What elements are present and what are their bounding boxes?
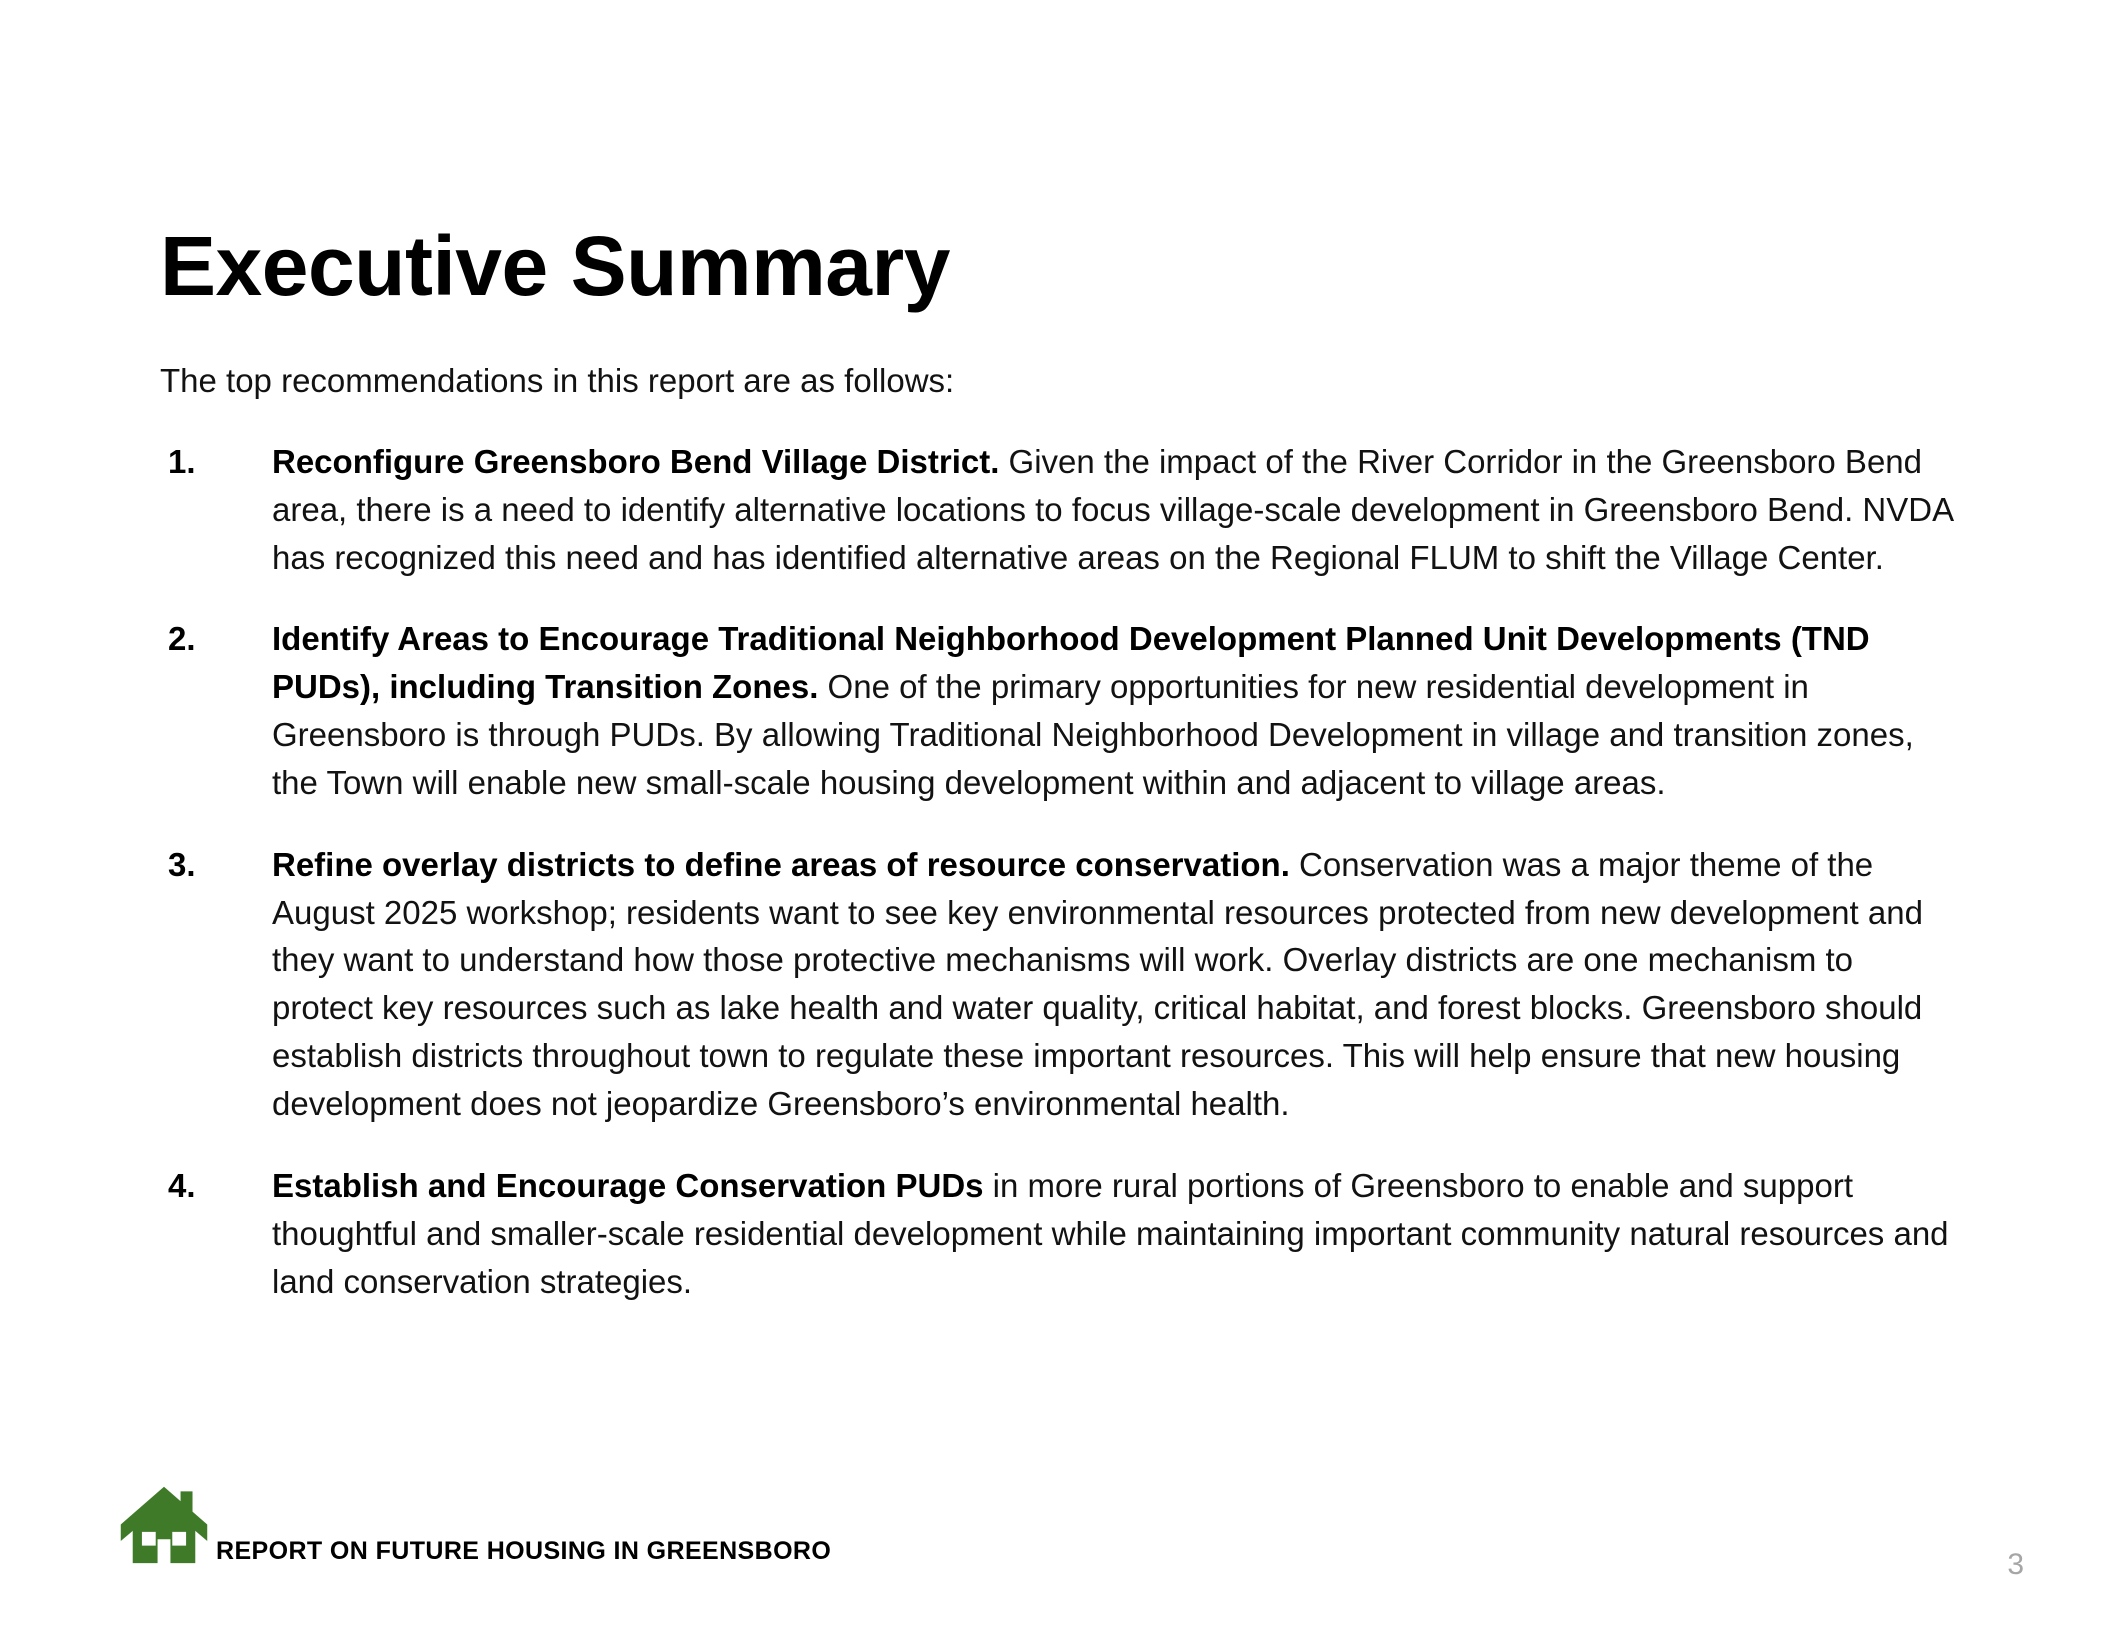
list-item-lead: Refine overlay districts to define areas of resource conservation. (272, 845, 1290, 883)
footer-label: REPORT ON FUTURE HOUSING IN GREENSBORO (216, 1537, 832, 1565)
list-item-text: Given the impact of the River Corridor in the Greensboro Bend area, there is a need to identify alternative locations to focus village-scale development in Greensboro Bend. NVDA has recognized this need and has identified alternative areas on the Regional FLUM to shift the Village Center. (272, 442, 1953, 576)
page-number: 3 (2007, 1548, 2024, 1581)
list-item-body (272, 841, 1960, 1128)
list-item-number: 2. (168, 620, 196, 658)
list-item-lead: Identify Areas to Encourage Traditional Neighborhood Development Planned Unit Developments (TND PUDs), including Transition Zones. (272, 620, 1870, 706)
list-item (160, 438, 1960, 582)
list-item-number: 1. (168, 442, 196, 480)
list-item-body (272, 615, 1960, 806)
list-item-body (272, 438, 1960, 582)
intro-paragraph: The top recommendations in this report are as follows: (160, 362, 955, 399)
list-item-lead: Reconfigure Greensboro Bend Village District. (272, 442, 1000, 480)
list-item (160, 1162, 1960, 1306)
recommendations-list (160, 438, 1960, 1306)
list-item-number: 4. (168, 1166, 196, 1204)
list-item-text: in more rural portions of Greensboro to enable and support thoughtful and smaller-scale residential development while maintaining important community natural resources and land conservation strategies. (272, 1166, 1949, 1300)
slide-content (160, 358, 1960, 1305)
list-item (160, 615, 1960, 806)
list-item-number: 3. (168, 845, 196, 883)
page-title: Executive Summary (160, 219, 950, 314)
list-item (160, 841, 1960, 1128)
footer (118, 1484, 831, 1576)
list-item-lead: Establish and Encourage Conservation PUDs (272, 1166, 984, 1204)
house-icon (118, 1484, 210, 1576)
list-item-text: Conservation was a major theme of the August 2025 workshop; residents want to see key environmental resources protected from new development and they want to understand how those protective mechanisms will work. Overlay districts are one mechanism to protect key resources such as lake health and water quality, critical habitat, and forest blocks. Greensboro should establish districts throughout town to regulate these important resources. This will help ensure that new housing development does not jeopardize Greensboro’s environmental health. (272, 845, 1923, 1122)
list-item-text: One of the primary opportunities for new residential development in Greensboro is through PUDs. By allowing Traditional Neighborhood Development in village and transition zones, the Town will enable new small-scale housing development within and adjacent to village areas. (272, 668, 1914, 801)
list-item-body (272, 1162, 1960, 1306)
